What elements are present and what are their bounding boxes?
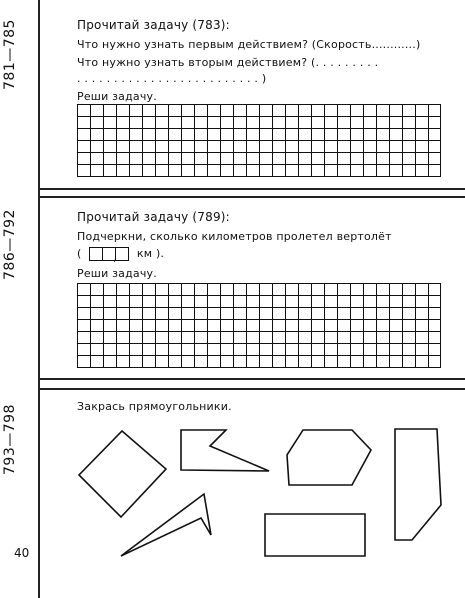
section-1-question-2: Что нужно узнать вторым действием? (. . . . . . . . . [77, 56, 379, 69]
section-3-heading: Закрась прямоугольники. [77, 400, 232, 413]
page-number: 40 [14, 546, 30, 560]
section-1-answer-dots: . . . . . . . . . . . . . . . . . . . . . . . . . ) [77, 72, 267, 85]
section-2-task: Подчеркни, сколько километров пролетел вертолёт [77, 230, 392, 243]
section-1-question-1: Что нужно узнать первым действием? (Скорость............) [77, 38, 421, 51]
trapezoid-shape [395, 429, 441, 540]
section-2-range: 786—792 [2, 209, 18, 281]
section-2-open-paren: ( [77, 247, 82, 260]
section-1-heading: Прочитай задачу (783): [77, 18, 230, 32]
section-1-solve-label: Реши задачу. [77, 90, 157, 103]
answer-cells[interactable]: , [89, 247, 129, 261]
section-2-unit: км ). [136, 247, 165, 260]
section-2-solve-label: Реши задачу. [77, 267, 157, 280]
arrow-shape [181, 430, 269, 471]
hexagon-shape [287, 430, 371, 485]
rectangle-shape [265, 514, 365, 556]
section-3-range: 793—798 [2, 404, 18, 476]
section-1-range: 781—785 [2, 19, 18, 91]
diamond-shape [79, 431, 166, 517]
section-2-heading: Прочитай задачу (789): [77, 210, 230, 224]
